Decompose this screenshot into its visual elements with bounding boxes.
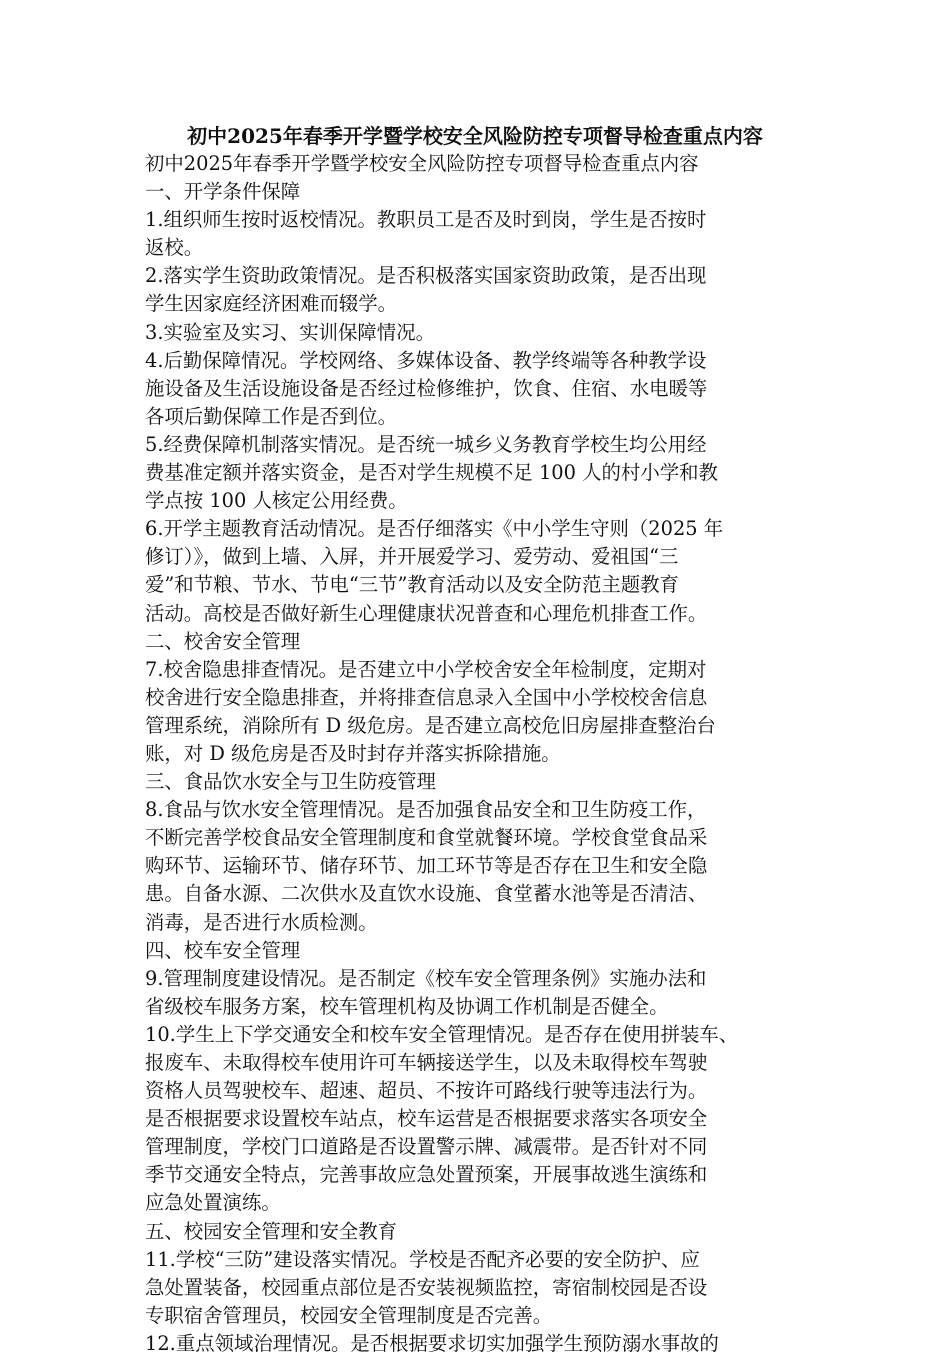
body-line: 2.落实学生资助政策情况。是否积极落实国家资助政策，是否出现 (145, 264, 707, 288)
body-line: 12.重点领域治理情况。是否根据要求切实加强学生预防溺水事故的 (145, 1331, 719, 1355)
body-line: 季节交通安全特点，完善事故应急处置预案，开展事故逃生演练和 (145, 1163, 708, 1187)
body-line: 9.管理制度建设情况。是否制定《校车安全管理条例》实施办法和 (145, 966, 707, 990)
body-line: 管理系统，消除所有 D 级危房。是否建立高校危旧房屋排查整治台 (145, 713, 716, 737)
body-line: 6.开学主题教育活动情况。是否仔细落实《中小学生守则（2025 年 (145, 517, 724, 541)
body-line: 一、开学条件保障 (145, 180, 301, 204)
body-line: 施设备及生活设施设备是否经过检修维护，饮食、住宿、水电暖等 (145, 376, 708, 400)
body-line: 7.校舍隐患排查情况。是否建立中小学校舍安全年检制度，定期对 (145, 657, 707, 681)
body-line: 患。自备水源、二次供水及直饮水设施、食堂蓄水池等是否清洁、 (145, 882, 708, 906)
body-line: 3.实验室及实习、实训保障情况。 (145, 320, 435, 344)
body-line: 各项后勤保障工作是否到位。 (145, 404, 398, 428)
body-line: 返校。 (145, 236, 204, 260)
body-line: 活动。高校是否做好新生心理健康状况普查和心理危机排查工作。 (145, 601, 708, 625)
body-line: 急处置装备，校园重点部位是否安装视频监控，寄宿制校园是否设 (145, 1275, 708, 1299)
body-line: 应急处置演练。 (145, 1191, 281, 1215)
body-line: 校舍进行安全隐患排查，并将排查信息录入全国中小学校校舍信息 (145, 685, 708, 709)
body-line: 学点按 100 人核定公用经费。 (145, 489, 408, 513)
body-line: 学生因家庭经济困难而辍学。 (145, 292, 398, 316)
document-title: 初中2025年春季开学暨学校安全风险防控专项督导检查重点内容 (187, 124, 763, 148)
body-line: 三、食品饮水安全与卫生防疫管理 (145, 770, 436, 794)
body-line: 是否根据要求设置校车站点，校车运营是否根据要求落实各项安全 (145, 1107, 708, 1131)
body-line: 消毒，是否进行水质检测。 (145, 910, 378, 934)
body-line: 修订）》，做到上墙、入屏，并开展爱学习、爱劳动、爱祖国“三 (145, 545, 679, 569)
body-line: 二、校舍安全管理 (145, 629, 301, 653)
body-line: 资格人员驾驶校车、超速、超员、不按许可路线行驶等违法行为。 (145, 1079, 708, 1103)
body-line: 1.组织师生按时返校情况。教职员工是否及时到岗，学生是否按时 (145, 208, 707, 232)
body-line: 五、校园安全管理和安全教育 (145, 1219, 398, 1243)
body-line: 购环节、运输环节、储存环节、加工环节等是否存在卫生和安全隐 (145, 854, 708, 878)
body-line: 8.食品与饮水安全管理情况。是否加强食品安全和卫生防疫工作， (145, 798, 707, 822)
body-line: 5.经费保障机制落实情况。是否统一城乡义务教育学校生均公用经 (145, 432, 707, 456)
body-line: 初中2025年春季开学暨学校安全风险防控专项督导检查重点内容 (145, 152, 699, 175)
body-line: 专职宿舍管理员，校园安全管理制度是否完善。 (145, 1303, 553, 1327)
body-line: 11.学校“三防”建设落实情况。学校是否配齐必要的安全防护、应 (145, 1247, 700, 1271)
body-line: 费基准定额并落实资金，是否对学生规模不足 100 人的村小学和教 (145, 461, 718, 485)
body-line: 四、校车安全管理 (145, 938, 301, 962)
body-line: 爱”和节粮、节水、节电“三节”教育活动以及安全防范主题教育 (145, 573, 679, 597)
body-line: 管理制度，学校门口道路是否设置警示牌、减震带。是否针对不同 (145, 1135, 708, 1159)
body-line: 报废车、未取得校车使用许可车辆接送学生，以及未取得校车驾驶 (145, 1051, 708, 1074)
body-line: 账，对 D 级危房是否及时封存并落实拆除措施。 (145, 741, 561, 765)
body-line: 4.后勤保障情况。学校网络、多媒体设备、教学终端等各种教学设 (145, 348, 707, 372)
body-line: 省级校车服务方案，校车管理机构及协调工作机制是否健全。 (145, 994, 669, 1018)
body-line: 10.学生上下学交通安全和校车安全管理情况。是否存在使用拼装车、 (145, 1022, 739, 1046)
document-body (145, 150, 825, 1358)
body-line: 不断完善学校食品安全管理制度和食堂就餐环境。学校食堂食品采 (145, 826, 708, 850)
